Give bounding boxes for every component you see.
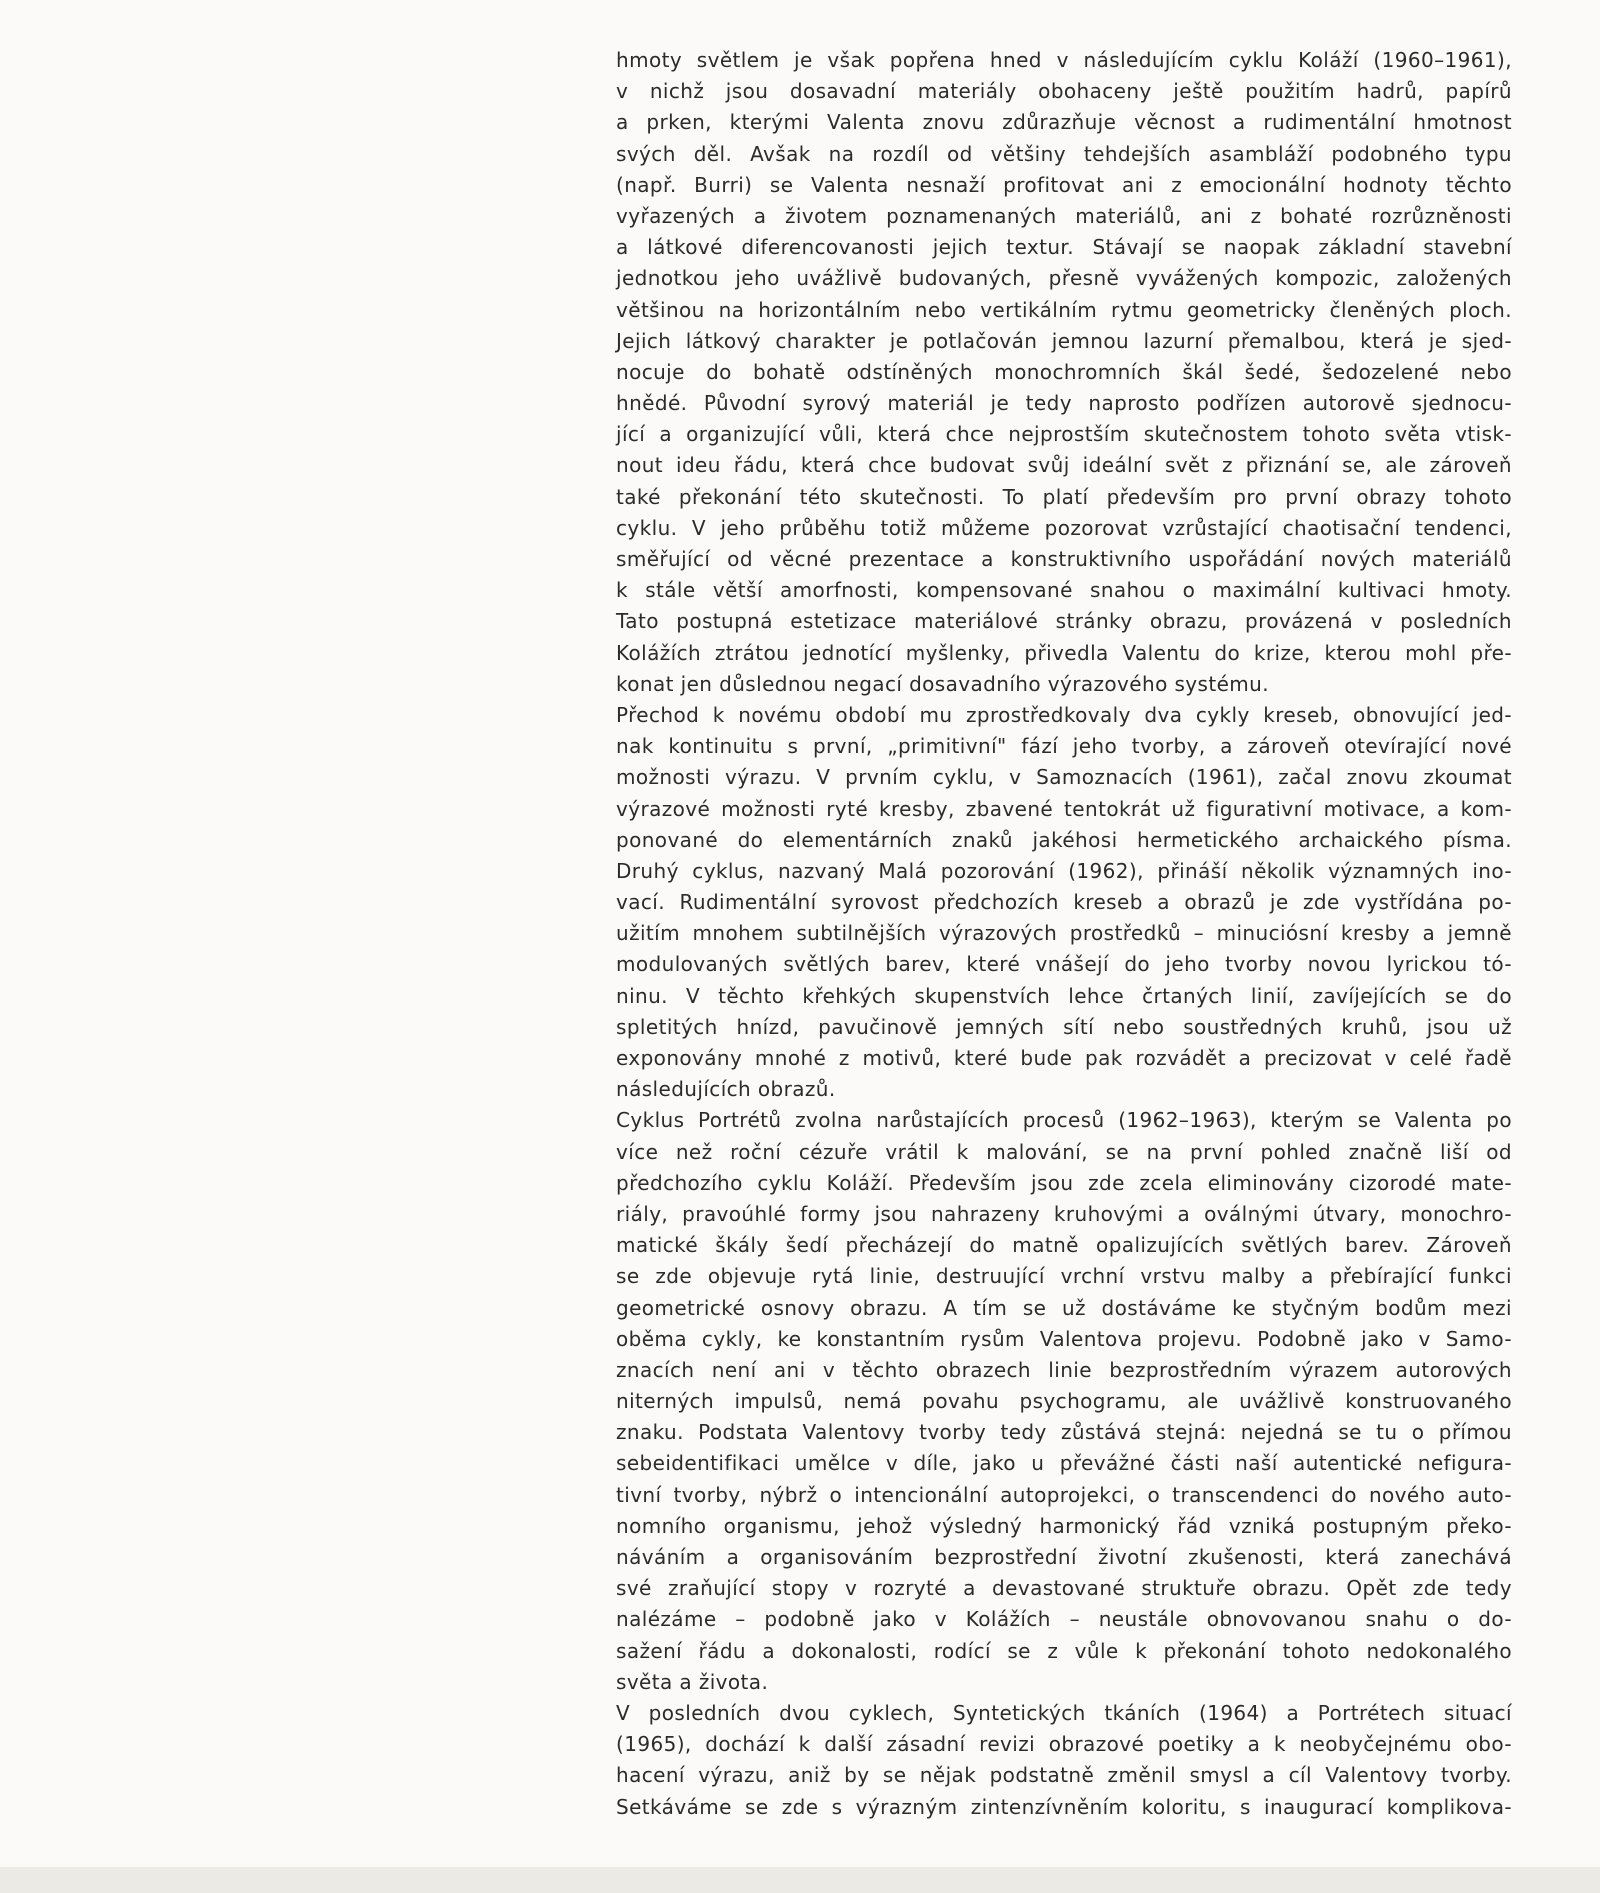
text-line: také překonání této skutečnosti. To platí především pro první obrazy tohoto bbox=[616, 484, 1512, 509]
text-line: více než roční cézuře vrátil k malování, se na první pohled značně liší od bbox=[616, 1139, 1512, 1164]
text-line: niterných impulsů, nemá povahu psychogramu, ale uvážlivě konstruovaného bbox=[616, 1389, 1512, 1414]
text-line: hmoty světlem je však popřena hned v následujícím cyklu Koláží (1960–1961), bbox=[616, 48, 1512, 72]
text-line: náváním a organisováním bezprostřední životní zkušenosti, která zanechává bbox=[616, 1545, 1512, 1569]
text-line: k stále větší amorfnosti, kompensované snahou o maximální kultivaci hmoty. bbox=[616, 578, 1512, 603]
text-line: nak kontinuitu s první, „primitivní" fází jeho tvorby, a zároveň otevírající nové bbox=[616, 734, 1512, 759]
text-line: hnědé. Původní syrový materiál je tedy naprosto podřízen autorově sjednocu- bbox=[616, 391, 1512, 416]
text-line: Druhý cyklus, nazvaný Malá pozorování (1962), přináší několik významných ino- bbox=[616, 858, 1512, 883]
text-line: směřující od věcné prezentace a konstruktivního uspořádání nových materiálů bbox=[616, 547, 1512, 571]
text-line: (např. Burri) se Valenta nesnaží profitovat ani z emocionální hodnoty těchto bbox=[616, 172, 1512, 197]
text-line: riály, pravoúhlé formy jsou nahrazeny kruhovými a oválnými útvary, monochro- bbox=[616, 1201, 1512, 1226]
text-line: jící a organizující vůli, která chce nejprostším skutečnostem tohoto světa vtisk- bbox=[616, 422, 1512, 447]
text-line: znacích není ani v těchto obrazech linie bezprostředním výrazem autorových bbox=[616, 1357, 1512, 1382]
text-line: nout ideu řádu, která chce budovat svůj ideální svět z přiznání se, ale zároveň bbox=[616, 453, 1512, 478]
text-line: nocuje do bohatě odstíněných monochromních škál šedé, šedozelené nebo bbox=[616, 359, 1512, 384]
text-line: a prken, kterými Valenta znovu zdůrazňuje věcnost a rudimentální hmotnost bbox=[616, 110, 1512, 135]
text-line: V posledních dvou cyklech, Syntetických tkáních (1964) a Portrétech situací bbox=[616, 1700, 1512, 1725]
text-line: Cyklus Portrétů zvolna narůstajících procesů (1962–1963), kterým se Valenta po bbox=[616, 1108, 1512, 1133]
text-line: exponovány mnohé z motivů, které bude pak rozvádět a precizovat v celé řadě bbox=[616, 1046, 1512, 1070]
text-line: se zde objevuje rytá linie, destruující vrchní vrstvu malby a přebírající funkci bbox=[616, 1264, 1512, 1289]
page-bottom-edge bbox=[0, 1867, 1600, 1893]
text-line: matické škály šedí přecházejí do matně opalizujících světlých barev. Zároveň bbox=[616, 1233, 1512, 1258]
text-line: oběma cykly, ke konstantním rysům Valentova projevu. Podobně jako v Samo- bbox=[616, 1326, 1512, 1351]
text-line: světa a života. bbox=[616, 1669, 769, 1694]
text-line: Tato postupná estetizace materiálové stránky obrazu, provázená v posledních bbox=[616, 609, 1512, 634]
text-line: předchozího cyklu Koláží. Především jsou zde zcela eliminovány cizorodé mate- bbox=[616, 1170, 1512, 1195]
text-line: sebeidentifikaci umělce v díle, jako u převážné části naší autentické nefigura- bbox=[616, 1451, 1512, 1476]
text-line: nalézáme – podobně jako v Kolážích – neustále obnovovanou snahu o do- bbox=[616, 1607, 1512, 1632]
text-line: následujících obrazů. bbox=[616, 1077, 836, 1102]
text-line: (1965), dochází k další zásadní revizi obrazové poetiky a k neobyčejnému obo- bbox=[616, 1732, 1512, 1757]
text-line: možnosti výrazu. V prvním cyklu, v Samoznacích (1961), začal znovu zkoumat bbox=[616, 765, 1512, 790]
text-line: spletitých hnízd, pavučinově jemných sítí nebo soustředných kruhů, jsou už bbox=[616, 1014, 1512, 1039]
text-line: tivní tvorby, nýbrž o intencionální autoprojekci, o transcendenci do nového auto- bbox=[616, 1482, 1512, 1507]
text-line: konat jen důslednou negací dosavadního výrazového systému. bbox=[616, 671, 1269, 696]
text-line: modulovaných světlých barev, které vnášejí do jeho tvorby novou lyrickou tó- bbox=[616, 952, 1512, 977]
text-line: sažení řádu a dokonalosti, rodící se z vůle k překonání tohoto nedokonalého bbox=[616, 1638, 1512, 1663]
text-line: jednotkou jeho uvážlivě budovaných, přesně vyvážených kompozic, založených bbox=[616, 266, 1512, 291]
text-line: nomního organismu, jehož výsledný harmonický řád vzniká postupným překo- bbox=[616, 1513, 1512, 1538]
text-line: ponované do elementárních znaků jakéhosi hermetického archaického písma. bbox=[616, 827, 1512, 852]
text-line: své zraňující stopy v rozryté a devastované struktuře obrazu. Opět zde tedy bbox=[616, 1576, 1512, 1601]
text-line: výrazové možnosti ryté kresby, zbavené tentokrát už figurativní motivace, a kom- bbox=[616, 796, 1512, 821]
text-line: užitím mnohem subtilnějších výrazových prostředků – minuciósní kresby a jemně bbox=[616, 921, 1512, 946]
text-line: v nichž jsou dosavadní materiály obohaceny ještě použitím hadrů, papírů bbox=[616, 79, 1512, 104]
text-line: Setkáváme se zde s výrazným zintenzívněním koloritu, s inaugurací komplikova- bbox=[616, 1794, 1512, 1819]
text-line: cyklu. V jeho průběhu totiž můžeme pozorovat vzrůstající chaotisační tendenci, bbox=[616, 515, 1512, 540]
body-text bbox=[616, 45, 1512, 1823]
text-line: svých děl. Avšak na rozdíl od většiny tehdejších asambláží podobného typu bbox=[616, 141, 1512, 166]
text-line: ninu. V těchto křehkých skupenstvích lehce črtaných linií, zavíjejících se do bbox=[616, 983, 1512, 1008]
text-line: Přechod k novému období mu zprostředkovaly dva cykly kreseb, obnovující jed- bbox=[616, 702, 1512, 727]
text-line: Kolážích ztrátou jednotící myšlenky, přivedla Valentu do krize, kterou mohl pře- bbox=[616, 640, 1512, 665]
text-line: a látkové diferencovanosti jejich textur. Stávají se naopak základní stavební bbox=[616, 235, 1512, 260]
text-line: vyřazených a životem poznamenaných materiálů, ani z bohaté rozrůzněnosti bbox=[616, 203, 1512, 228]
text-line: znaku. Podstata Valentovy tvorby tedy zůstává stejná: nejedná se tu o přímou bbox=[616, 1420, 1512, 1445]
text-line: geometrické osnovy obrazu. A tím se už dostáváme ke styčným bodům mezi bbox=[616, 1295, 1512, 1320]
text-line: vací. Rudimentální syrovost předchozích kreseb a obrazů je zde vystřídána po- bbox=[616, 890, 1512, 915]
text-line: většinou na horizontálním nebo vertikálním rytmu geometricky členěných ploch. bbox=[616, 297, 1512, 322]
text-line: hacení výrazu, aniž by se nějak podstatně změnil smysl a cíl Valentovy tvorby. bbox=[616, 1763, 1512, 1788]
text-line: Jejich látkový charakter je potlačován jemnou lazurní přemalbou, která je sjed- bbox=[616, 328, 1512, 353]
